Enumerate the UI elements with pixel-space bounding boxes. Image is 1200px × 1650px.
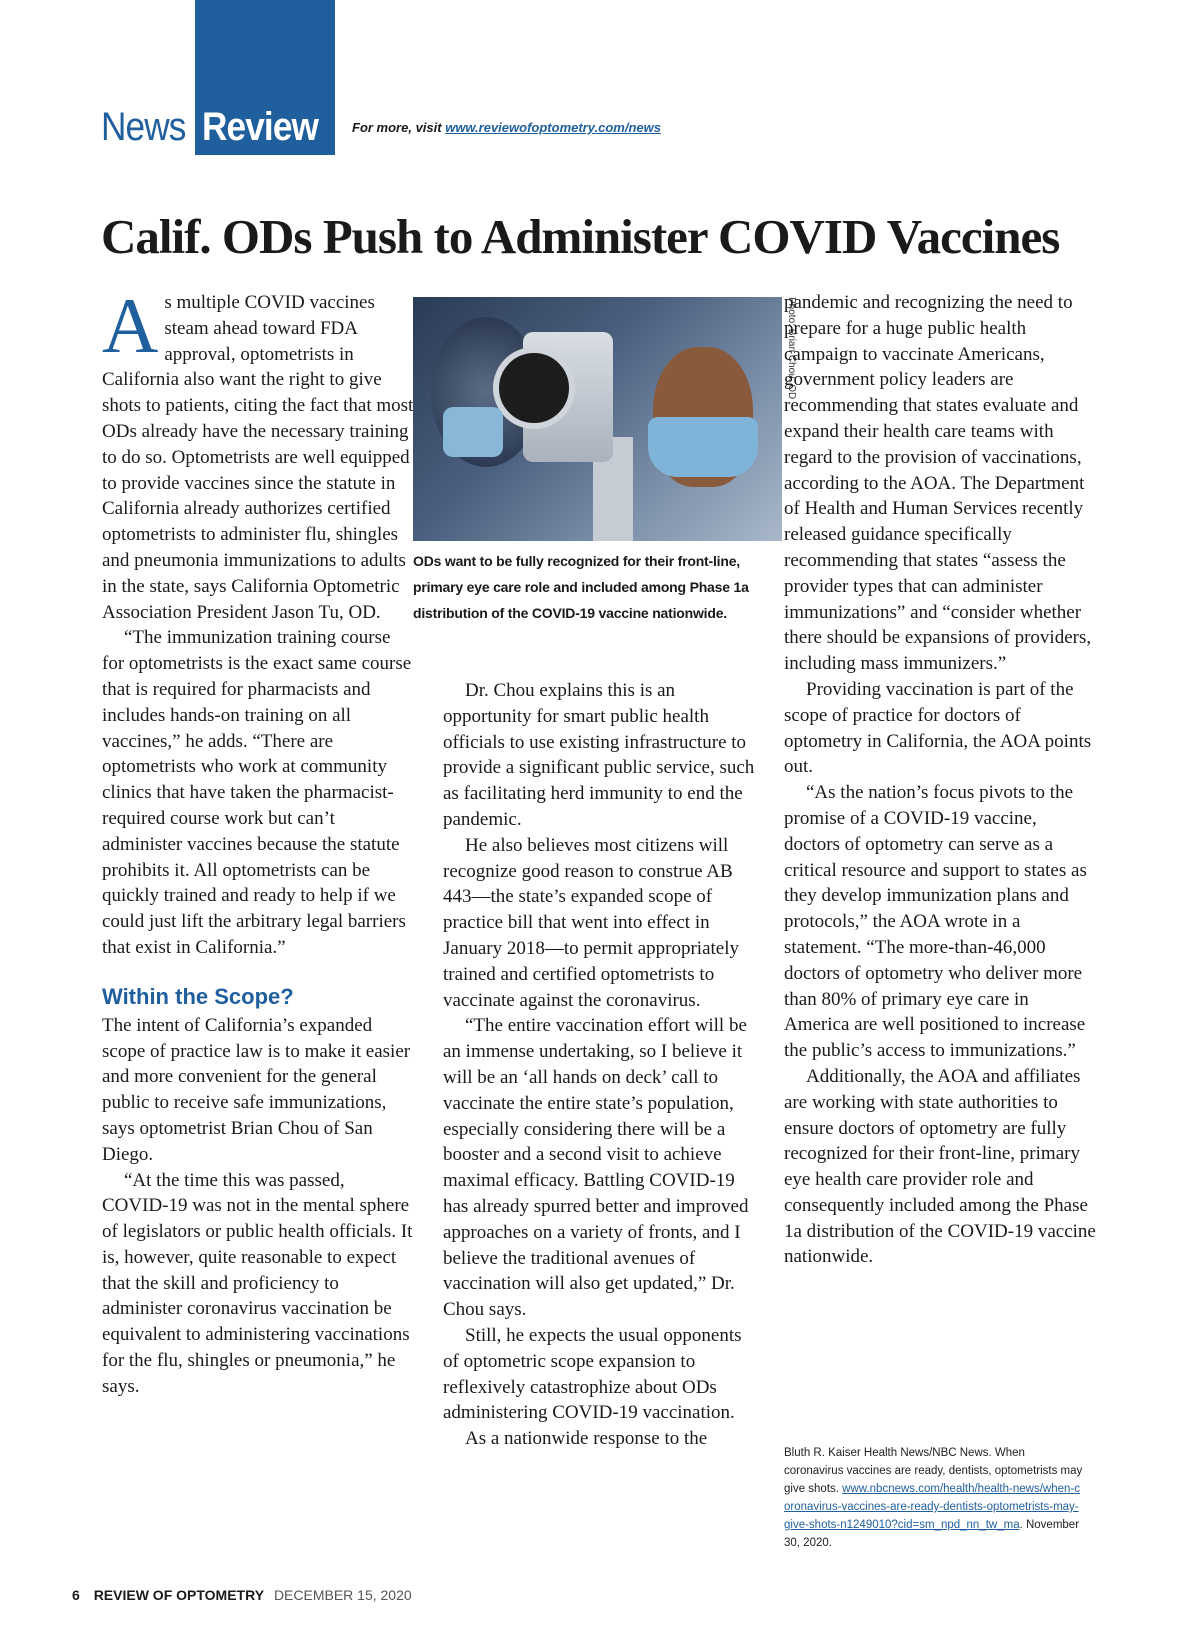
- paragraph: [102, 282, 414, 625]
- subheading: Within the Scope?: [102, 983, 294, 1009]
- article-headline: Calif. ODs Push to Administer COVID Vaccines: [101, 209, 1060, 264]
- photo-shape: [443, 407, 503, 457]
- paragraph: “The immunization training course for optometrists is the exact same course that is required for pharmacists and includes hands-on training on all vaccines,” he adds. “There are optometrists who work at community clinics that have taken the pharmacist-required course work but can’t administer vaccines because the statute prohibits it. All optometrists can be quickly trained and ready to help if we could just lift the arbitrary legal barriers that exist in California.”: [102, 627, 412, 958]
- paragraph: Additionally, the AOA and affiliates are working with state authorities to ensure doctors of optometry are fully recognized for their front-line, primary eye health care provider role and consequently included among the Phase 1a distribution of the COVID-19 vaccine nationwide.: [784, 1065, 1096, 1268]
- photo-credit: Photo: Brian Chou, OD: [786, 297, 797, 400]
- paragraph: pandemic and recognizing the need to prepare for a huge public health campaign to vaccinate Americans, government policy leaders are recommending that states evaluate and expand their health care teams with regard to the provision of vaccinations, according to the AOA. The Department of Health and Human Services recently released guidance specifically recommending that states “assess the provider types that can administer immunizations” and “consider whether there should be expansions of providers, including mass immunizers.”: [784, 292, 1092, 675]
- reference-link[interactable]: www.nbcnews.com/health/health-news/when-coronavirus-vaccines-are-ready-dentists-optometrists-may-give-shots-n1249010?cid=sm_npd_nn_tw_ma: [784, 1483, 1080, 1531]
- paragraph: The intent of California’s expanded scope of practice law is to make it easier and more convenient for the general public to receive safe immunizations, says optometrist Brian Chou of San Diego.: [102, 1014, 411, 1165]
- paragraph: He also believes most citizens will recognize good reason to construe AB 443—the state’s expanded scope of practice bill that went into effect in January 2018—to permit appropriately trained and certified optometrists to vaccinate against the coronavirus.: [443, 834, 740, 1011]
- reference-note: [784, 1444, 1084, 1552]
- paragraph: Dr. Chou explains this is an opportunity for smart public health officials to use existing infrastructure to provide a significant public service, such as facilitating herd immunity to end the pandemic.: [443, 680, 755, 830]
- article-column-3: [784, 290, 1096, 1270]
- reference-date: . November 30, 2020.: [784, 1519, 1080, 1549]
- photo-shape: [648, 417, 758, 477]
- paragraph: Providing vaccination is part of the scope of practice for doctors of optometry in California, the AOA points out.: [784, 678, 1092, 778]
- visit-line: [352, 120, 661, 135]
- issue-date: DECEMBER 15, 2020: [273, 1587, 412, 1603]
- paragraph: “At the time this was passed, COVID-19 was not in the mental sphere of legislators or public health officials. It is, however, quite reasonable to expect that the skill and proficiency to administer coronavirus vaccination be equivalent to administering vaccinations for the flu, shingles or pneumonia,” he says.: [102, 1169, 413, 1397]
- photo-caption: ODs want to be fully recognized for their front-line, primary eye care role and included among Phase 1a distribution of the COVID-19 vaccine nationwide.: [413, 553, 749, 621]
- article-photo: [413, 297, 782, 541]
- paragraph: “The entire vaccination effort will be an immense undertaking, so I believe it will be an ‘all hands on deck’ call to vaccinate the entire state’s population, especially considering there will be a booster and a second visit to achieve maximal efficacy. Battling COVID-19 has already spurred better and improved approaches on a variety of fronts, and I believe the traditional avenues of vaccination will also get updated,” Dr. Chou says.: [443, 1015, 749, 1321]
- visit-link[interactable]: www.reviewofoptometry.com/news: [445, 120, 661, 135]
- article-column-2: [443, 678, 758, 1452]
- section-name-review: Review: [202, 105, 319, 149]
- reference-text: Bluth R. Kaiser Health News/NBC News. When coronavirus vaccines are ready, dentists, optometrists may give shots.: [784, 1447, 1083, 1495]
- drop-cap: A: [102, 282, 159, 369]
- article-column-1: [102, 282, 414, 1400]
- paragraph-text: s multiple COVID vaccines steam ahead toward FDA approval, optometrists in California also want the right to give shots to patients, citing the fact that most ODs already have the necessary training to do so. Optometrists are well equipped to provide vaccines since the statute in California already authorizes certified optometrists to administer flu, shingles and pneumonia immunizations to adults in the state, says California Optometric Association President Jason Tu, OD.: [102, 292, 414, 623]
- visit-prefix: For more, visit: [352, 120, 446, 135]
- page-footer: [72, 1587, 412, 1603]
- section-name-news: News: [101, 105, 186, 149]
- photo-shape: [493, 347, 575, 429]
- paragraph: Still, he expects the usual opponents of optometric scope expansion to reflexively catastrophize about ODs administering COVID-19 vaccination.: [443, 1324, 742, 1424]
- magazine-name: REVIEW OF OPTOMETRY: [93, 1587, 265, 1603]
- paragraph: “As the nation’s focus pivots to the promise of a COVID-19 vaccine, doctors of optometry can serve as a critical resource and support to states as they develop immunization plans and protocols,” the AOA wrote in a statement. “The more-than-46,000 doctors of optometry who deliver more than 80% of primary eye care in America are well positioned to increase the public’s access to immunizations.”: [784, 782, 1087, 1062]
- paragraph: As a nationwide response to the: [465, 1428, 708, 1450]
- page-number: 6: [72, 1587, 80, 1603]
